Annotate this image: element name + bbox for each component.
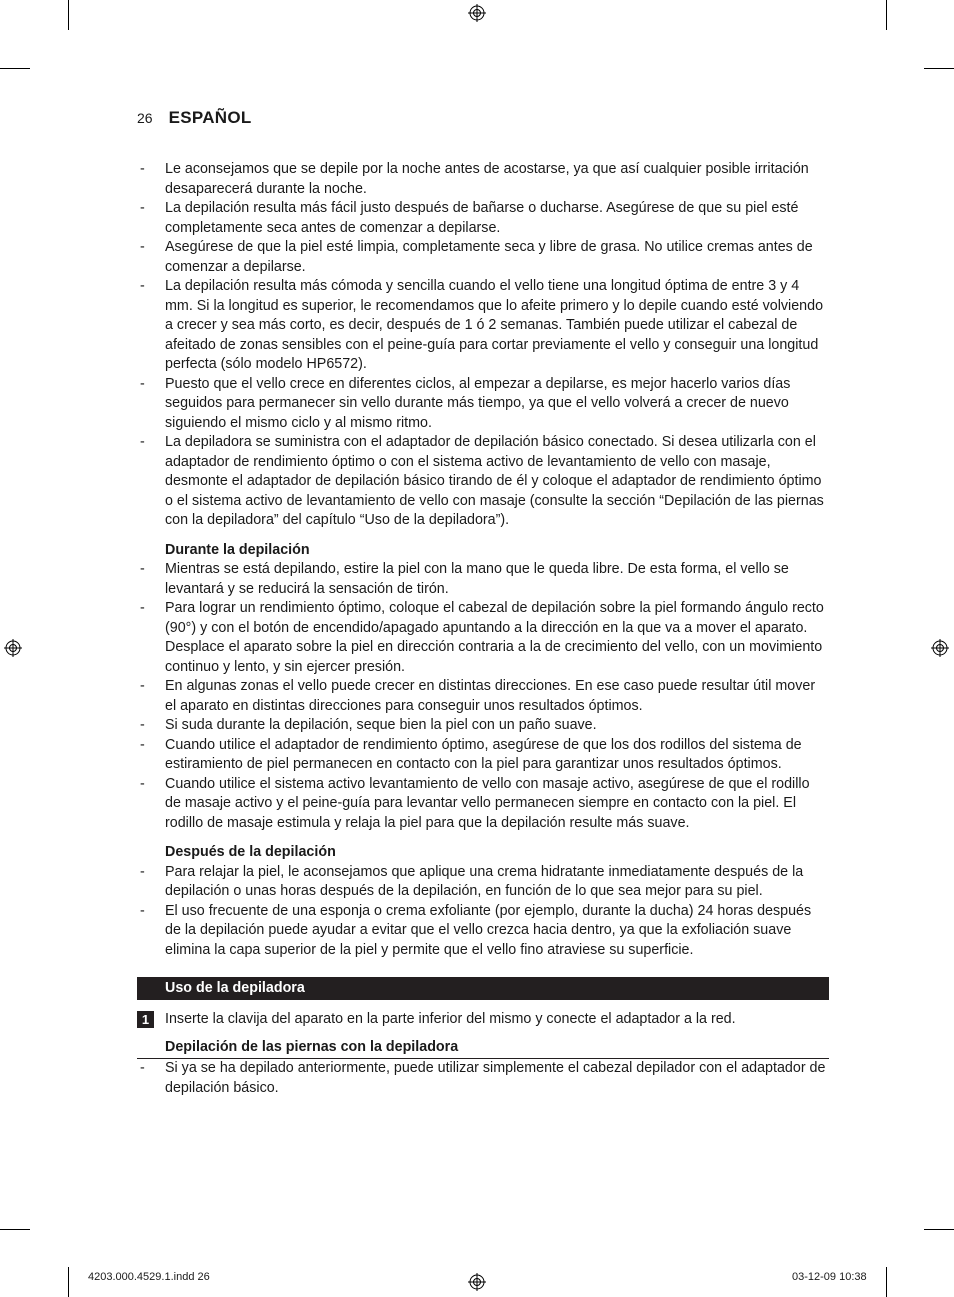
page-header — [137, 108, 252, 128]
crop-mark — [0, 68, 30, 69]
list-item: - Asegúrese de que la piel esté limpia, completamente seca y libre de grasa. No utilice cremas antes de comenzar a depilarse. — [137, 238, 829, 277]
registration-mark-icon — [4, 639, 22, 657]
crop-mark — [924, 1229, 954, 1230]
footer-file: 4203.000.4529.1.indd 26 — [88, 1271, 210, 1283]
list-item: - Le aconsejamos que se depile por la noche antes de acostarse, ya que así cualquier posible irritación desaparecerá durante la noche. — [137, 160, 829, 199]
list-item: - Puesto que el vello crece en diferentes ciclos, al empezar a depilarse, es mejor hacerlo varios días seguidos para permanecer sin vello durante más tiempo, ya que el vello volverá a crecer de nuevo siguiendo el mismo ciclo y al mismo ritmo. — [137, 375, 829, 434]
crop-mark — [68, 1267, 69, 1297]
crop-mark — [886, 0, 887, 30]
list-item: - Para lograr un rendimiento óptimo, coloque el cabezal de depilación sobre la piel formando ángulo recto (90°) y con el botón de encendido/apagado apuntando a la dirección en la que va a mover el aparato. Desplace el aparato sobre la piel en dirección contraria a la de crecimiento del vello, con un movimiento continuo y lento, y sin ejercer presión. — [137, 599, 829, 677]
after-list — [137, 863, 829, 961]
registration-mark-icon — [931, 639, 949, 657]
after-heading: Después de la depilación — [165, 844, 336, 860]
list-item: - Para relajar la piel, le aconsejamos que aplique una crema hidratante inmediatamente después de la depilación o unas horas después de la depilación, en función de lo que sea mejor para su piel. — [137, 863, 829, 902]
list-item: - La depilación resulta más cómoda y sencilla cuando el vello tiene una longitud óptima de entre 3 y 4 mm. Si la longitud es superior, le recomendamos que lo afeite primero y lo depile cuando esté volviendo a crecer y sea más corto, es decir, después de 1 ó 2 semanas. También puede utilizar el cabezal de afeitado de zonas sensibles con el peine-guía para cortar previamente el vello y conseguir una longitud perfecta (sólo modelo HP6572). — [137, 277, 829, 375]
step-1 — [137, 1010, 829, 1030]
language-title: ESPAÑOL — [168, 108, 252, 127]
legs-list — [137, 1059, 829, 1098]
during-heading: Durante la depilación — [165, 541, 310, 558]
list-item: - Cuando utilice el adaptador de rendimiento óptimo, asegúrese de que los dos rodillos del sistema de estiramiento de piel permanecen en contacto con la piel para garantizar unos resultados óptimos. — [137, 736, 829, 775]
section-title-bar: Uso de la depiladora — [137, 977, 829, 1000]
during-list — [137, 560, 829, 833]
list-item: - La depiladora se suministra con el adaptador de depilación básico conectado. Si desea utilizarla con el adaptador de rendimiento óptimo o con el sistema activo de levantamiento de vello con masaje, desmonte el adaptador de depilación básico tirando de él y coloque el adaptador de rendimiento óptimo o el sistema activo de levantamiento de vello con masaje (consulte la sección “Depilación de las piernas con la depiladora” del capítulo “Uso de la depiladora”). — [137, 433, 829, 531]
registration-mark-icon — [468, 4, 486, 22]
crop-mark — [68, 0, 69, 30]
registration-mark-icon — [468, 1273, 486, 1291]
list-item: - La depilación resulta más fácil justo después de bañarse o ducharse. Asegúrese de que su piel esté completamente seca antes de comenzar a depilarse. — [137, 199, 829, 238]
list-item: - Mientras se está depilando, estire la piel con la mano que le queda libre. De esta forma, el vello se levantará y se reducirá la sensación de tirón. — [137, 560, 829, 599]
footer-date: 03-12-09 10:38 — [792, 1271, 867, 1283]
crop-mark — [0, 1229, 30, 1230]
page-content — [137, 160, 829, 1098]
step-text: Inserte la clavija del aparato en la parte inferior del mismo y conecte el adaptador a la red. — [165, 1011, 736, 1027]
list-item: - En algunas zonas el vello puede crecer en distintas direcciones. En ese caso puede resultar útil mover el aparato en distintas direcciones para conseguir unos resultados óptimos. — [137, 677, 829, 716]
page-number: 26 — [137, 110, 153, 126]
list-item: - Cuando utilice el sistema activo levantamiento de vello con masaje activo, asegúrese de que el rodillo de masaje activo y el peine-guía para levantar vello permanecen siempre en contacto con la piel. El rodillo de masaje estimula y relaja la piel para que la depilación resulte más suave. — [137, 775, 829, 834]
crop-mark — [924, 68, 954, 69]
legs-heading: Depilación de las piernas con la depiladora — [137, 1038, 829, 1060]
list-item: - Si suda durante la depilación, seque bien la piel con un paño suave. — [137, 716, 829, 736]
step-number-badge: 1 — [137, 1011, 154, 1028]
list-item: - Si ya se ha depilado anteriormente, puede utilizar simplemente el cabezal depilador con el adaptador de depilación básico. — [137, 1059, 829, 1098]
tips-list — [137, 160, 829, 531]
crop-mark — [886, 1267, 887, 1297]
list-item: - El uso frecuente de una esponja o crema exfoliante (por ejemplo, durante la ducha) 24 horas después de la depilación puede ayudar a evitar que el vello crezca hacia dentro, ya que la exfoliación suave elimina la capa superior de la piel y permite que el vello fino atraviese su superficie. — [137, 902, 829, 961]
